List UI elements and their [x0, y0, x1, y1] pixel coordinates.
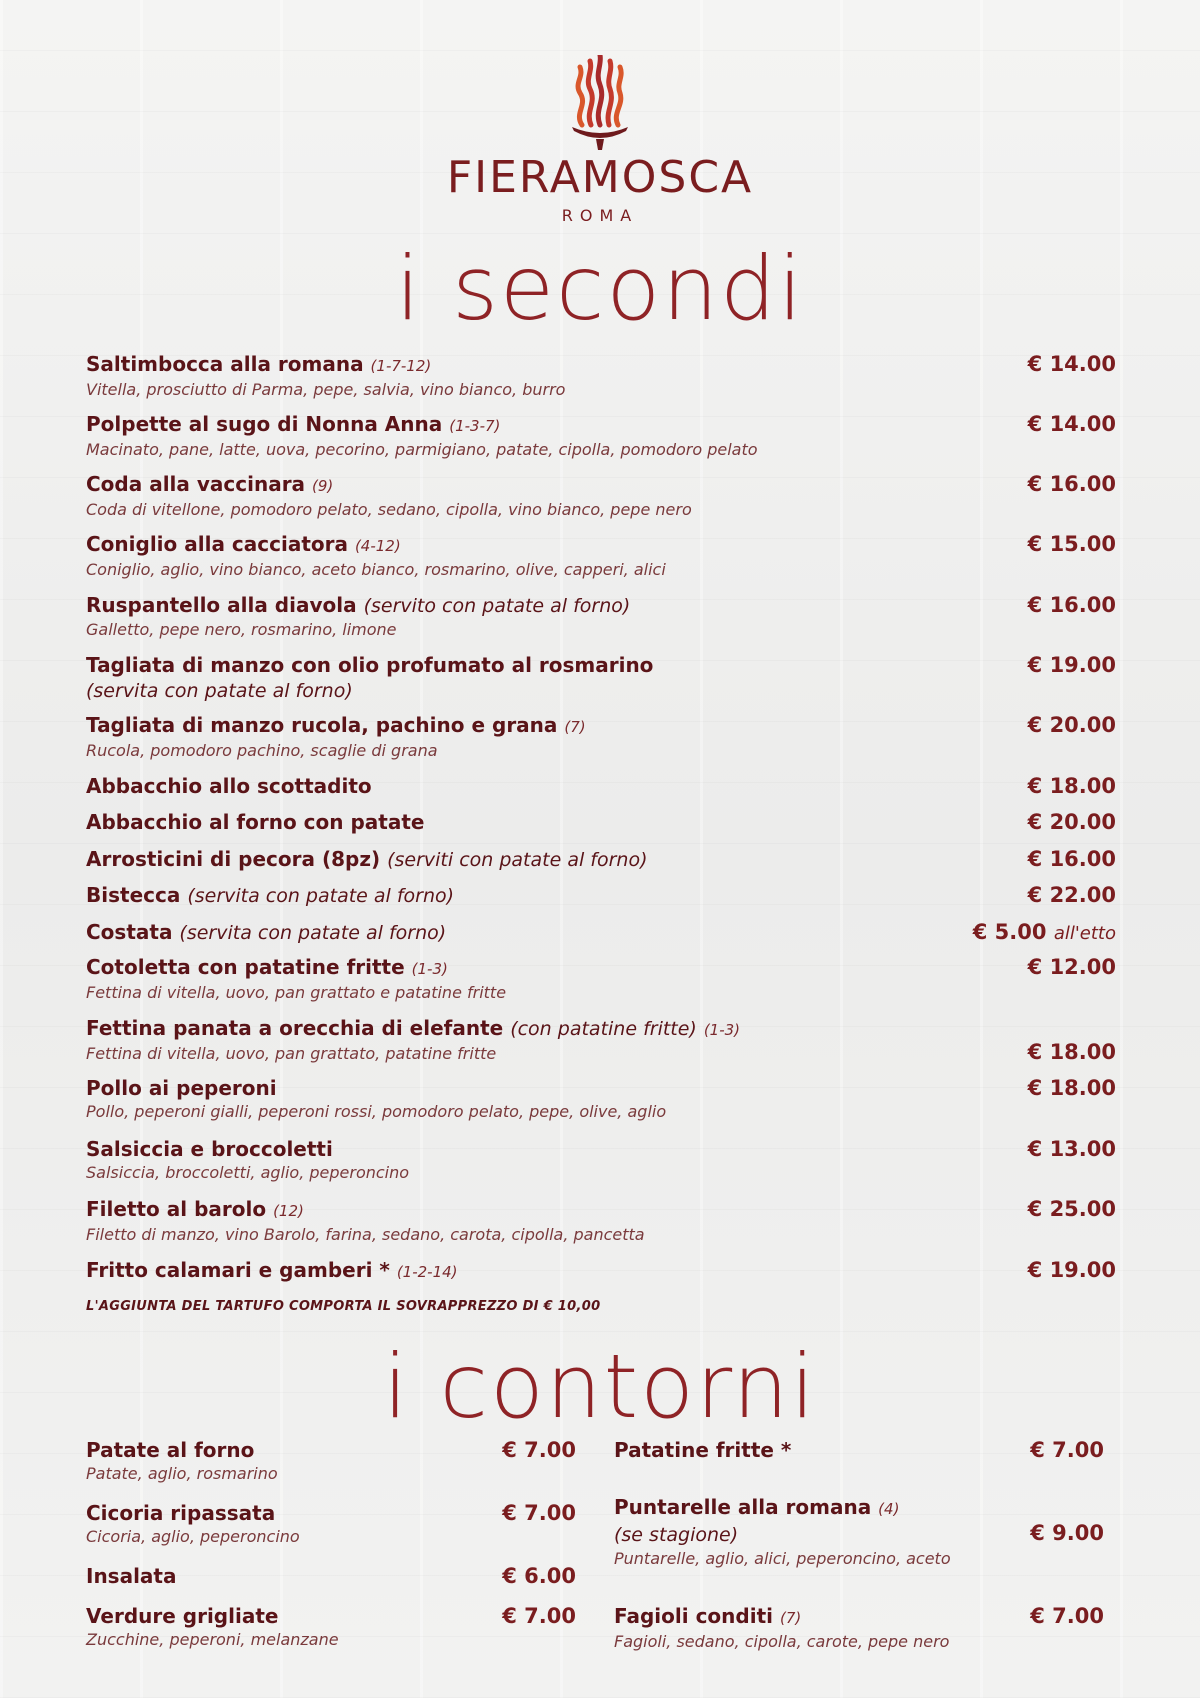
item-note: (con patatine fritte) — [510, 1018, 697, 1040]
item-description: Filetto di manzo, vino Barolo, farina, sedano, carota, cipolla, pancetta — [86, 1225, 645, 1244]
item-name: Fritto calamari e gamberi * — [86, 1258, 390, 1282]
item-price: € 19.00 — [1027, 653, 1116, 677]
item-description: Rucola, pomodoro pachino, scaglie di grana — [86, 741, 438, 760]
item-price: € 13.00 — [1027, 1137, 1116, 1161]
item-description: Fagioli, sedano, cipolla, carote, pepe nero — [614, 1632, 950, 1651]
item-allergens: (1-7-12) — [370, 357, 432, 375]
item-price: € 7.00 — [1030, 1604, 1104, 1628]
item-name: Polpette al sugo di Nonna Anna — [86, 412, 443, 436]
brand-name: FIERAMOSCA — [446, 152, 754, 203]
item-price: € 18.00 — [1027, 1076, 1116, 1100]
menu-item — [86, 1136, 1116, 1184]
item-allergens: (12) — [273, 1202, 304, 1220]
menu-item — [86, 882, 1116, 909]
item-price-unit: all'etto — [1053, 923, 1116, 944]
menu-item — [86, 471, 1116, 521]
item-allergens: (1-3) — [703, 1021, 741, 1039]
item-name: Insalata — [86, 1564, 177, 1588]
item-name: Abbacchio al forno con patate — [86, 810, 425, 834]
side-item — [614, 1494, 1104, 1570]
item-name: Saltimbocca alla romana — [86, 352, 364, 376]
item-price: € 5.00 — [972, 920, 1047, 944]
item-price: € 20.00 — [1027, 713, 1116, 737]
item-price: € 7.00 — [502, 1604, 576, 1628]
menu-item — [86, 411, 1116, 461]
restaurant-logo — [0, 55, 1200, 225]
item-allergens: (7) — [564, 718, 586, 736]
side-item — [86, 1603, 576, 1651]
item-price: € 6.00 — [502, 1564, 576, 1588]
menu-item — [86, 846, 1116, 873]
item-description: Patate, aglio, rosmarino — [86, 1464, 278, 1483]
item-price: € 7.00 — [502, 1438, 576, 1462]
item-price: € 16.00 — [1027, 593, 1116, 617]
item-allergens: (7) — [779, 1609, 802, 1627]
item-price: € 14.00 — [1027, 352, 1116, 376]
item-name: Cicoria ripassata — [86, 1501, 276, 1525]
item-name: Tagliata di manzo rucola, pachino e grana — [86, 713, 558, 737]
item-price: € 22.00 — [1027, 883, 1116, 907]
side-item — [614, 1603, 1104, 1653]
item-name: Salsiccia e broccoletti — [86, 1137, 333, 1161]
item-description: Fettina di vitella, uovo, pan grattato e patatine fritte — [86, 983, 507, 1002]
item-name: Pollo ai peperoni — [86, 1076, 277, 1100]
item-allergens: (1-3-7) — [449, 417, 501, 435]
item-description: Vitella, prosciutto di Parma, pepe, salvia, vino bianco, burro — [86, 380, 566, 399]
menu-item — [86, 954, 1116, 1004]
menu-item — [86, 1015, 1116, 1065]
item-name: Bistecca — [86, 883, 181, 907]
menu-item — [86, 351, 1116, 401]
item-price: € 25.00 — [1027, 1197, 1116, 1221]
item-note: (servito con patate al forno) — [363, 595, 631, 617]
side-item — [86, 1500, 576, 1548]
menu-item — [86, 1075, 1116, 1123]
item-name: Ruspantello alla diavola — [86, 593, 357, 617]
brand-city: ROMA — [561, 206, 639, 225]
item-name: Coniglio alla cacciatora — [86, 532, 348, 556]
side-item — [614, 1437, 1104, 1463]
item-name: Abbacchio allo scottadito — [86, 774, 372, 798]
item-name: Tagliata di manzo con olio profumato al rosmarino — [86, 653, 654, 677]
menu-item — [86, 531, 1116, 581]
menu-item — [86, 919, 1116, 946]
item-name: Patatine fritte * — [614, 1438, 792, 1462]
item-description: Zucchine, peperoni, melanzane — [86, 1630, 339, 1649]
menu-item — [86, 809, 1116, 835]
section-title-contorni: i contorni — [383, 1335, 817, 1438]
item-price: € 16.00 — [1027, 847, 1116, 871]
item-price: € 20.00 — [1027, 810, 1116, 834]
item-name: Arrosticini di pecora (8pz) — [86, 847, 381, 871]
item-name: Verdure grigliate — [86, 1604, 279, 1628]
item-allergens: (9) — [312, 477, 334, 495]
item-name: Patate al forno — [86, 1438, 255, 1462]
menu-item — [86, 1257, 1116, 1285]
item-note: (servita con patate al forno) — [187, 885, 455, 907]
menu-item — [86, 712, 1116, 762]
item-price: € 18.00 — [1027, 1040, 1116, 1064]
item-price: € 19.00 — [1027, 1258, 1116, 1282]
item-note: (se stagione) — [614, 1524, 739, 1546]
item-allergens: (1-3) — [411, 960, 448, 978]
item-price: € 9.00 — [1030, 1521, 1104, 1545]
item-allergens: (4-12) — [354, 537, 401, 555]
item-name: Fagioli conditi — [614, 1604, 773, 1628]
item-price: € 15.00 — [1027, 532, 1116, 556]
item-name: Fettina panata a orecchia di elefante — [86, 1016, 504, 1040]
item-name: Coda alla vaccinara — [86, 472, 306, 496]
menu-item — [86, 652, 1116, 704]
item-note: (servita con patate al forno) — [179, 922, 447, 944]
item-name: Filetto al barolo — [86, 1197, 267, 1221]
item-price: € 7.00 — [502, 1501, 576, 1525]
item-price: € 12.00 — [1027, 955, 1116, 979]
item-price: € 7.00 — [1030, 1438, 1104, 1462]
item-description: Pollo, peperoni gialli, peperoni rossi, pomodoro pelato, pepe, olive, aglio — [86, 1102, 667, 1121]
menu-item — [86, 1196, 1116, 1246]
item-description: Salsiccia, broccoletti, aglio, peperoncino — [86, 1163, 410, 1182]
menu-item — [86, 773, 1116, 799]
item-name: Cotoletta con patatine fritte — [86, 955, 405, 979]
item-description: Macinato, pane, latte, uova, pecorino, parmigiano, patate, cipolla, pomodoro pelato — [86, 440, 758, 459]
item-note: (serviti con patate al forno) — [387, 849, 648, 871]
item-description: Coda di vitellone, pomodoro pelato, sedano, cipolla, vino bianco, pepe nero — [86, 500, 692, 519]
item-description: Puntarelle, aglio, alici, peperoncino, aceto — [614, 1549, 951, 1568]
item-price: € 18.00 — [1027, 774, 1116, 798]
side-item — [86, 1563, 576, 1589]
section-title-secondi: i secondi — [395, 237, 805, 340]
item-price: € 14.00 — [1027, 412, 1116, 436]
item-description: Fettina di vitella, uovo, pan grattato, patatine fritte — [86, 1044, 497, 1063]
item-allergens: (1-2-14) — [396, 1263, 458, 1281]
item-allergens: (4) — [878, 1500, 900, 1518]
item-name: Puntarelle alla romana — [614, 1495, 872, 1519]
item-description: Cicoria, aglio, peperoncino — [86, 1527, 300, 1546]
item-note: (servita con patate al forno) — [86, 680, 353, 702]
item-description: Coniglio, aglio, vino bianco, aceto bianco, rosmarino, olive, capperi, alici — [86, 560, 666, 579]
flame-torch-icon — [560, 55, 640, 150]
side-item — [86, 1437, 576, 1485]
item-name: Costata — [86, 920, 173, 944]
menu-item — [86, 592, 1116, 641]
truffle-surcharge-note: L'AGGIUNTA DEL TARTUFO COMPORTA IL SOVRAPPREZZO DI € 10,00 — [86, 1299, 601, 1314]
item-description: Galletto, pepe nero, rosmarino, limone — [86, 620, 397, 639]
item-price: € 16.00 — [1027, 472, 1116, 496]
